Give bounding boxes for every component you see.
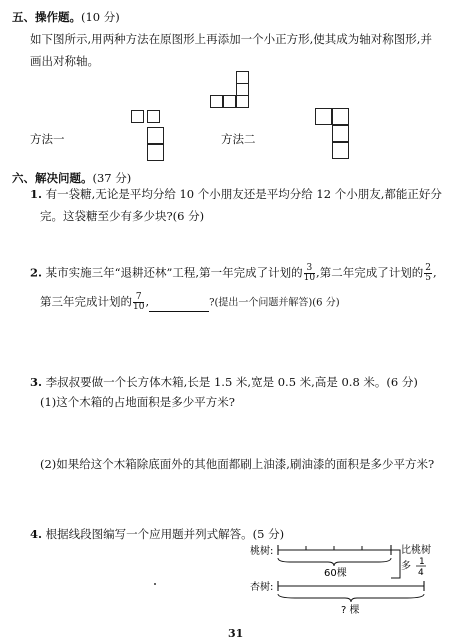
section5-heading: 五、操作题。(10 分) xyxy=(12,10,120,24)
fraction-3-10: $\frac{3}{10}$ xyxy=(303,263,316,283)
method-one-label: 方法一 xyxy=(30,132,65,146)
question-3-sub2: (2)如果给这个木箱除底面外的其他面都刷上油漆,刷油漆的面积是多少平方米? xyxy=(40,457,435,471)
unknown-trees-label: ? 棵 xyxy=(341,605,360,616)
question-1-line2: 完。这袋糖至少有多少块?(6 分) xyxy=(40,209,205,223)
more-than-peach-label: 比桃树 xyxy=(401,545,431,556)
question-3-line1: 3. 李叔叔要做一个长方体木箱,长是 1.5 米,宽是 0.5 米,高是 0.8 米。(6 分) xyxy=(30,375,418,389)
apricot-tree-label: 杏树: xyxy=(250,582,274,593)
fraction-7-10: $\frac{7}{10}$ xyxy=(133,292,145,312)
peach-tree-label: 桃树: xyxy=(250,546,274,557)
line-segment-diagram xyxy=(240,538,470,628)
question-4-line1: 4. 根据线段图编写一个应用题并列式解答。(5 分) xyxy=(30,527,285,541)
question-2-number: 2. xyxy=(30,265,43,280)
question-1-line1: 1. 有一袋糖,无论是平均分给 10 个小朋友还是平均分给 12 个小朋友,都能正好分 xyxy=(30,187,442,201)
duo-label: 多 xyxy=(401,561,411,572)
fraction-2-5: $\frac{2}{5}$ xyxy=(425,263,431,283)
question-3-number: 3. xyxy=(30,375,43,389)
page-number: 31 xyxy=(228,627,244,640)
stray-dot xyxy=(154,583,156,585)
question-3-sub1: (1)这个木箱的占地面积是多少平方米? xyxy=(40,395,235,409)
section5-instruction-line2: 画出对称轴。 xyxy=(30,54,99,68)
question-2-line2: 第三年完成计划的 $\frac{7}{10}$ , ?(提出一个问题并解答)(6 分) xyxy=(40,292,340,312)
sixty-trees-label: 60棵 xyxy=(324,568,347,579)
section6-heading: 六、解决问题。(37 分) xyxy=(12,171,132,185)
fraction-one-quarter-num: 1 xyxy=(419,557,425,567)
answer-blank[interactable] xyxy=(149,301,209,312)
method-two-label: 方法二 xyxy=(221,132,256,146)
question-1-number: 1. xyxy=(30,187,43,201)
fraction-one-quarter-den: 4 xyxy=(418,568,424,578)
question-2-line1: 2. 某市实施三年“退耕还林”工程,第一年完成了计划的 $\frac{3}{10}$ ,第二年完成了计划的 $\frac{2}{5}$ , xyxy=(30,263,437,283)
question-4-number: 4. xyxy=(30,527,43,541)
section5-instruction-line1: 如下图所示,用两种方法在原图形上再添加一个小正方形,使其成为轴对称图形,并 xyxy=(30,32,432,46)
